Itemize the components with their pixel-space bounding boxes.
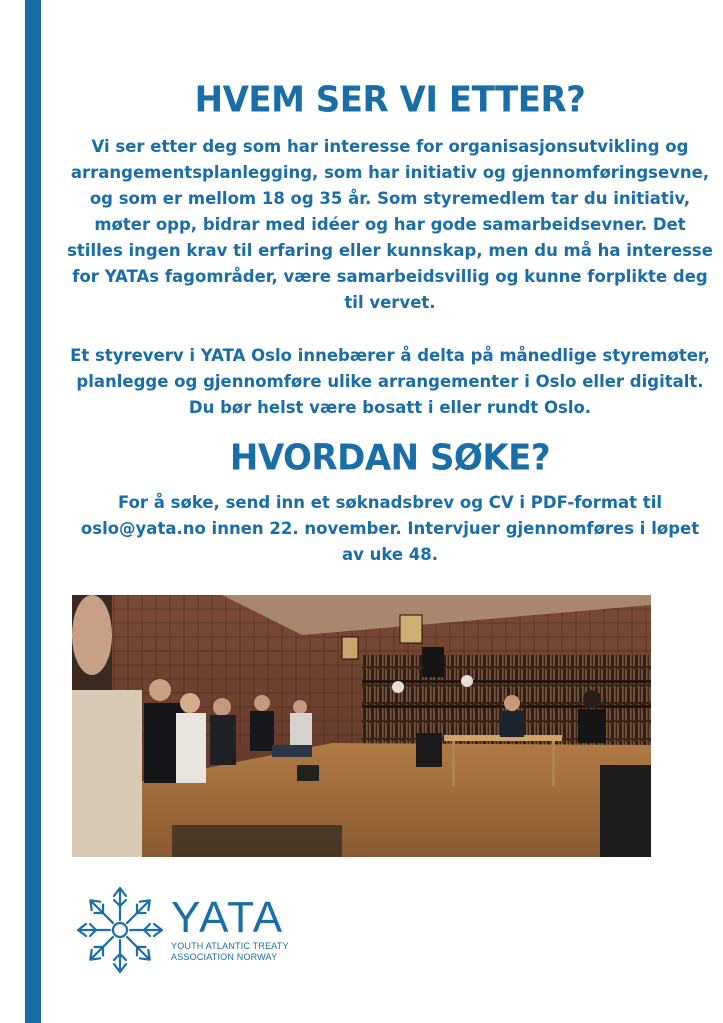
paragraph-line: For å søke, send inn et søknadsbrev og CV i PDF-format til bbox=[117, 493, 663, 512]
paragraph-line: av uke 48. bbox=[341, 545, 439, 564]
logo-subtitle-line: ASSOCIATION NORWAY bbox=[171, 952, 278, 962]
paragraph-line: til vervet. bbox=[344, 293, 436, 312]
paragraph-application bbox=[55, 490, 723, 568]
compass-arrows-icon bbox=[72, 882, 168, 978]
paragraph-line: møter opp, bidrar med idéer og har gode samarbeidsevner. Det bbox=[94, 215, 686, 234]
paragraph-line: oslo@yata.no innen 22. november. Intervjuer gjennomføres i løpet bbox=[80, 519, 700, 538]
paragraph-line: for YATAs fagområder, være samarbeidsvillig og kunne forplikte deg bbox=[72, 267, 708, 286]
logo-subtitle-line: YOUTH ATLANTIC TREATY bbox=[171, 941, 289, 951]
paragraph-line: arrangementsplanlegging, som har initiativ og gjennomføringsevne, bbox=[70, 163, 710, 182]
paragraph-line: Vi ser etter deg som har interesse for organisasjonsutvikling og bbox=[91, 137, 689, 156]
heading-who-we-look-for: HVEM SER VI ETTER? bbox=[194, 79, 586, 121]
paragraph-line: planlegge og gjennomføre ulike arrangementer i Oslo eller digitalt. bbox=[76, 372, 704, 391]
event-photo bbox=[72, 595, 651, 857]
heading-how-to-apply: HVORDAN SØKE? bbox=[229, 437, 551, 479]
logo-subtitle bbox=[171, 941, 289, 963]
event-photo-illustration bbox=[72, 595, 651, 857]
paragraph-board-role bbox=[55, 343, 723, 421]
paragraph-line: og som er mellom 18 og 35 år. Som styremedlem tar du initiativ, bbox=[89, 189, 691, 208]
paragraph-requirements bbox=[55, 134, 723, 316]
paragraph-line: Et styreverv i YATA Oslo innebærer å delta på månedlige styremøter, bbox=[70, 346, 710, 365]
logo-wordmark: YATA bbox=[171, 893, 285, 942]
paragraph-line: Du bør helst være bosatt i eller rundt Oslo. bbox=[188, 398, 592, 417]
left-accent-bar bbox=[25, 0, 41, 1023]
paragraph-line: stilles ingen krav til erfaring eller kunnskap, men du må ha interesse bbox=[67, 241, 713, 260]
